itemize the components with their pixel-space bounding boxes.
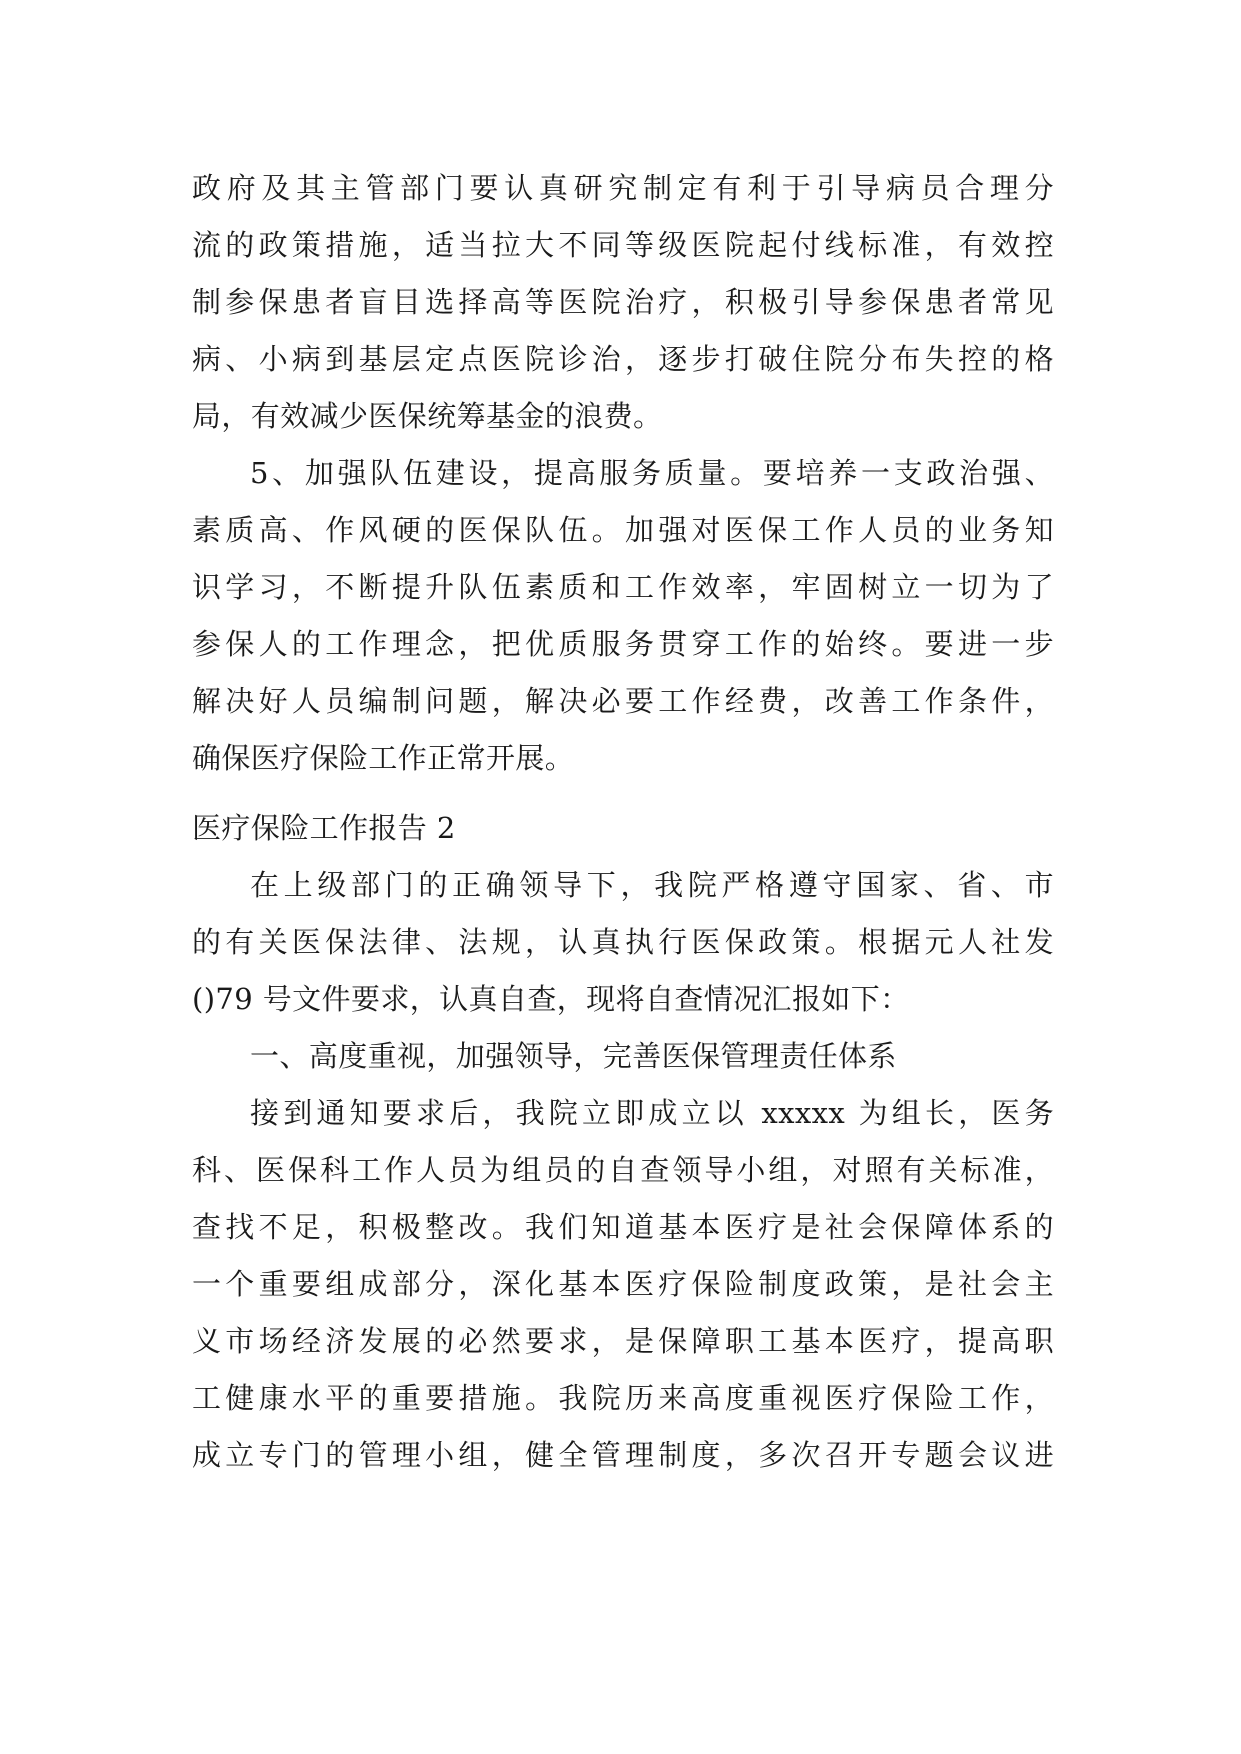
text-line: ()79 号文件要求，认真自查，现将自查情况汇报如下： [192, 982, 910, 1016]
section-title: 医疗保险工作报告 2 [192, 811, 456, 845]
text-line: 成立专门的管理小组，健全管理制度，多次召开专题会议进 [192, 1438, 1054, 1472]
text-line: 工健康水平的重要措施。我院历来高度重视医疗保险工作， [192, 1381, 1054, 1415]
text-line: 病、小病到基层定点医院诊治，逐步打破住院分布失控的格 [192, 342, 1054, 376]
text-line: 确保医疗保险工作正常开展。 [192, 741, 575, 775]
paragraph-team-building [192, 445, 1054, 787]
text-line: 素质高、作风硬的医保队伍。加强对医保工作人员的业务知 [192, 513, 1054, 547]
section-2 [192, 800, 1054, 1484]
text-line: 查找不足，积极整改。我们知道基本医疗是社会保障体系的 [192, 1210, 1054, 1244]
text-line: 一个重要组成部分，深化基本医疗保险制度政策，是社会主 [192, 1267, 1054, 1301]
paragraph-intro [192, 857, 1054, 1028]
text-line: 义市场经济发展的必然要求，是保障职工基本医疗，提高职 [192, 1324, 1054, 1358]
section-1 [192, 160, 1054, 787]
text-line: 科、医保科工作人员为组员的自查领导小组，对照有关标准， [192, 1153, 1054, 1187]
text-line: 参保人的工作理念，把优质服务贯穿工作的始终。要进一步 [192, 627, 1054, 661]
text-line: 流的政策措施，适当拉大不同等级医院起付线标准，有效控 [192, 228, 1054, 262]
text-line: 5、加强队伍建设，提高服务质量。要培养一支政治强、 [250, 456, 1054, 490]
text-line: 政府及其主管部门要认真研究制定有利于引导病员合理分 [192, 171, 1054, 205]
paragraph-leadership [192, 1085, 1054, 1484]
text-line: 局，有效减少医保统筹基金的浪费。 [192, 399, 663, 433]
text-line: 的有关医保法律、法规，认真执行医保政策。根据元人社发 [192, 925, 1054, 959]
text-line: 识学习，不断提升队伍素质和工作效率，牢固树立一切为了 [192, 570, 1054, 604]
subheading: 一、高度重视，加强领导，完善医保管理责任体系 [250, 1039, 897, 1073]
text-line: 在上级部门的正确领导下，我院严格遵守国家、省、市 [250, 868, 1054, 902]
text-line: 接到通知要求后，我院立即成立以 xxxxx 为组长，医务 [250, 1096, 1054, 1130]
text-line: 制参保患者盲目选择高等医院治疗，积极引导参保患者常见 [192, 285, 1054, 319]
paragraph-patient-diversion [192, 160, 1054, 445]
text-line: 解决好人员编制问题，解决必要工作经费，改善工作条件， [192, 684, 1054, 718]
